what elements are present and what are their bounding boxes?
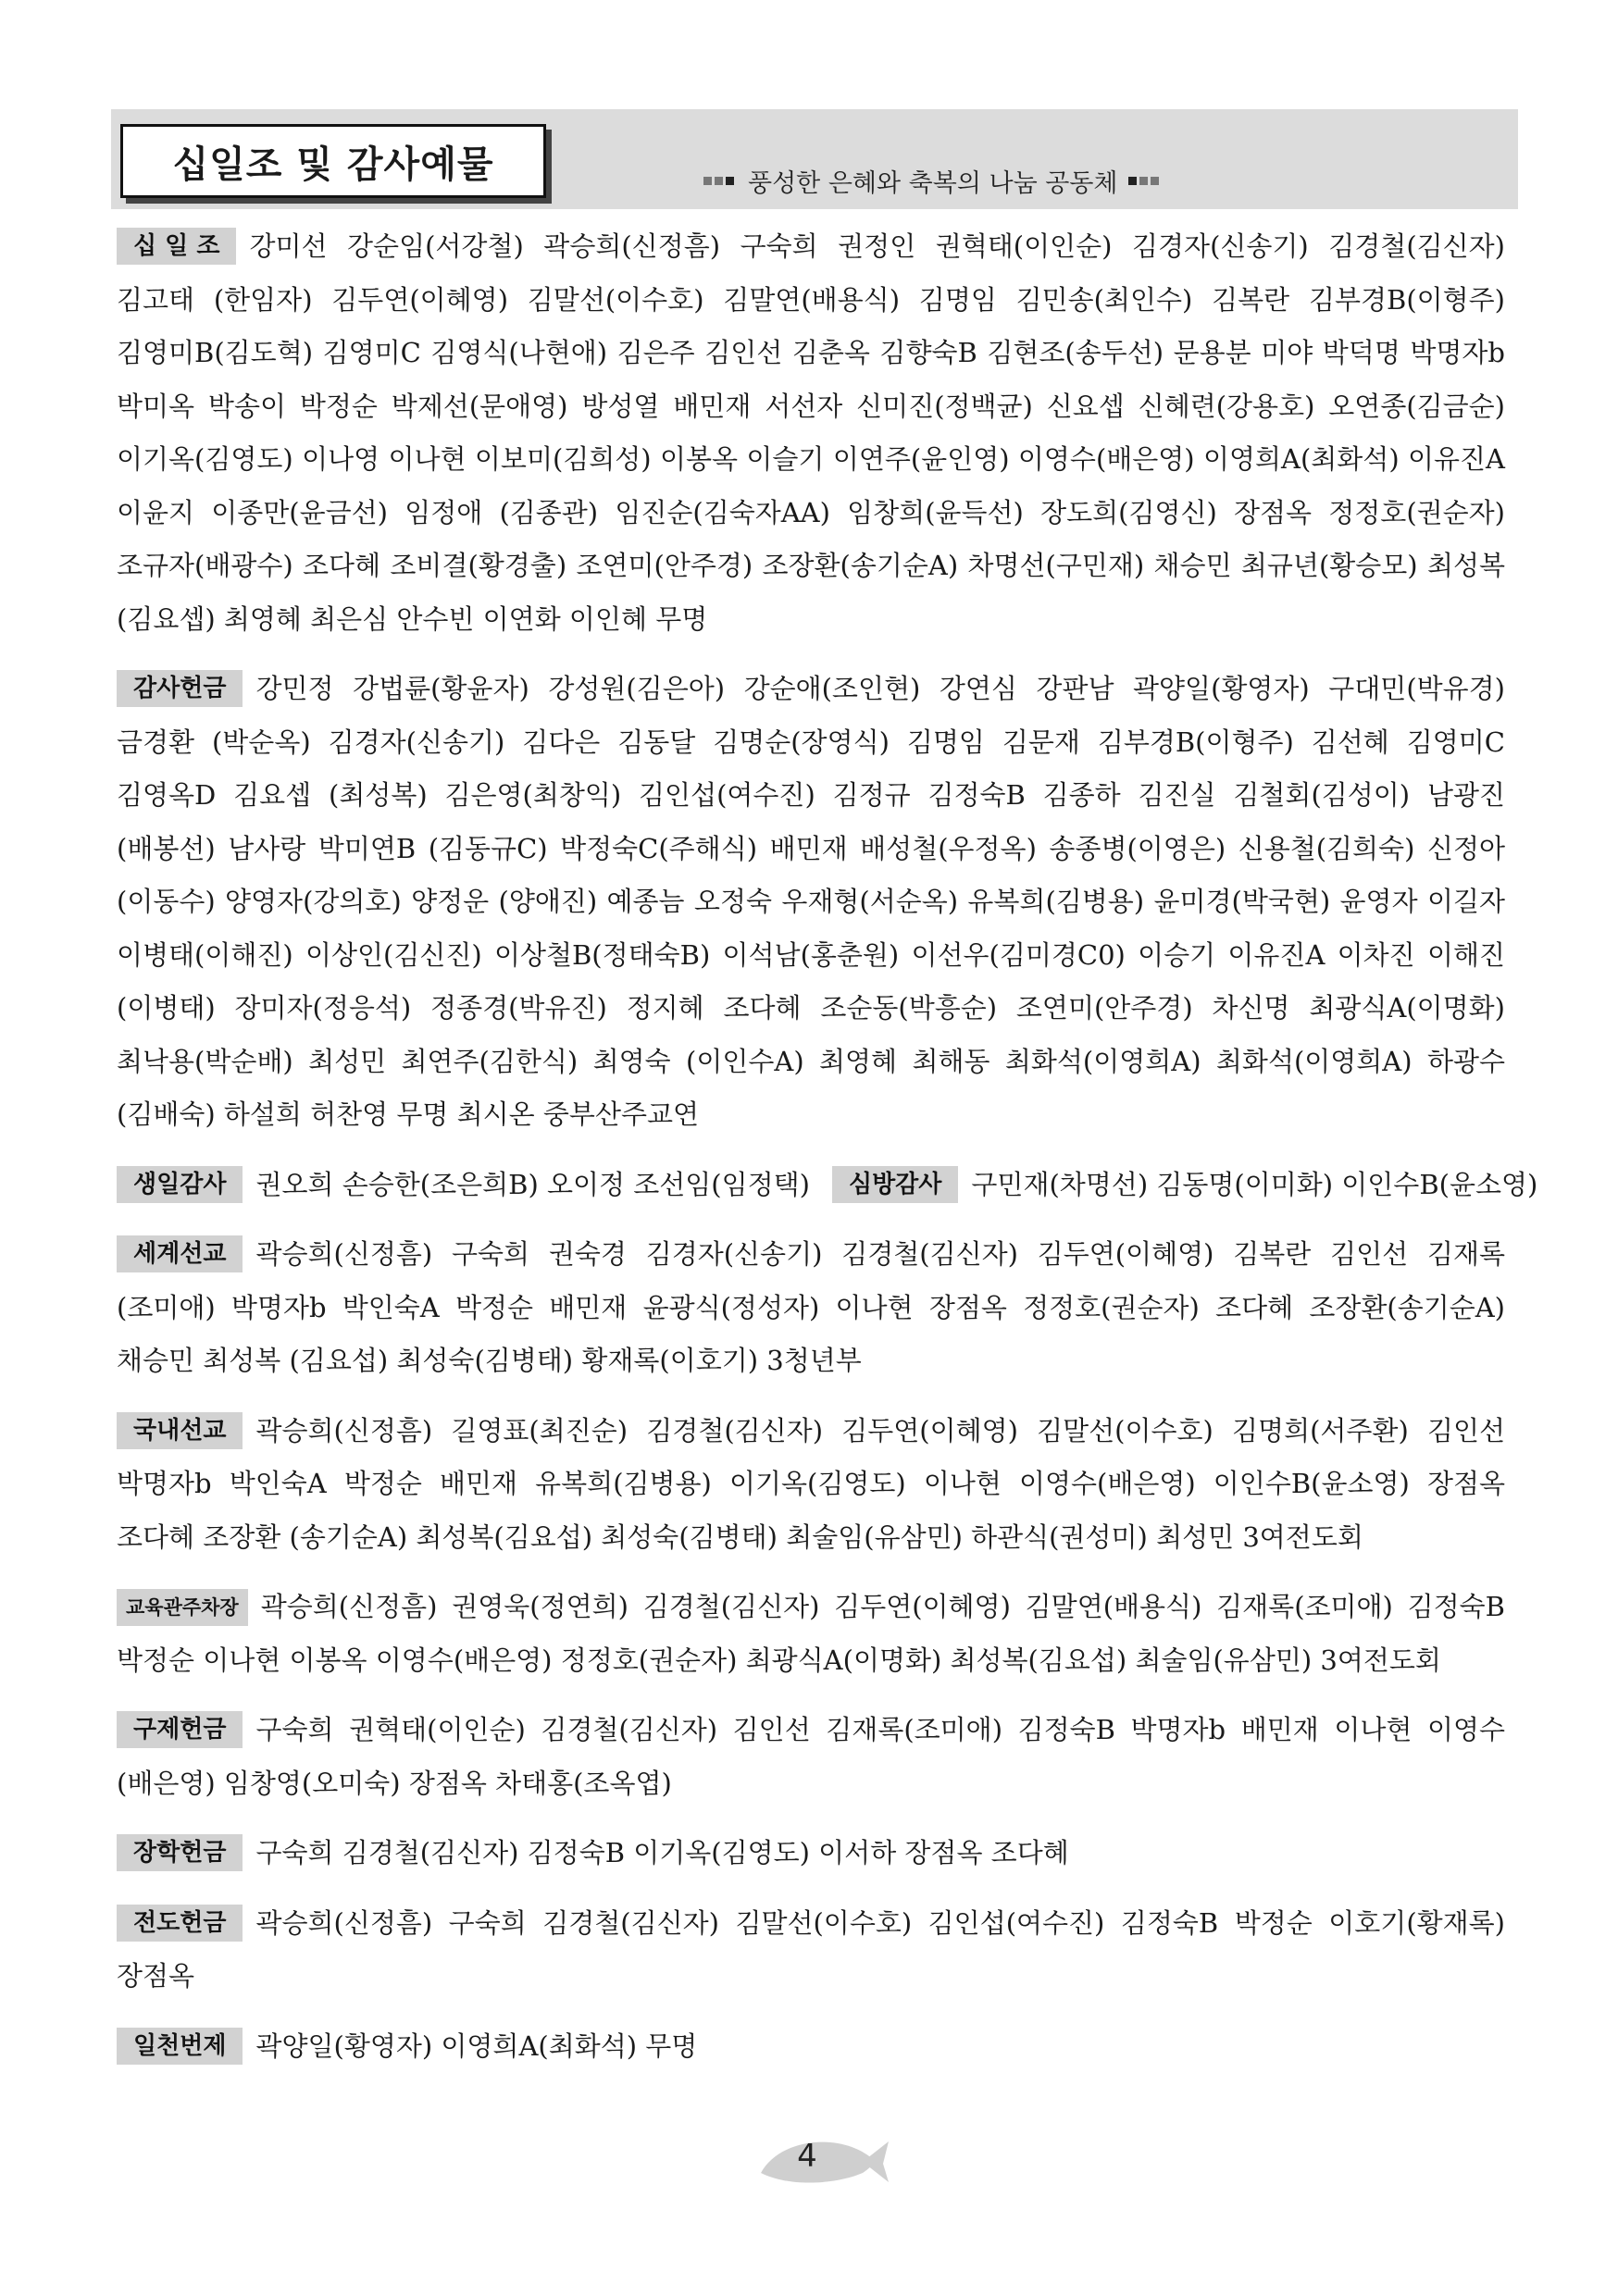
section-label: 구제헌금 [117, 1711, 243, 1748]
section-thanksgiving [117, 663, 1505, 1142]
section-thousand-offering [117, 2020, 1505, 2074]
section-birthday-visit [117, 1159, 1538, 1212]
page-title: 십일조 및 감사예물 [120, 124, 546, 198]
bullet-square [726, 177, 734, 185]
offering-list [117, 220, 1538, 2090]
section-names: 곽승희(신정흠) 길영표(최진순) 김경철(김신자) 김두연(이혜영) 김말선(이수호) 김명희(서주환) 김인선 박명자b 박인숙A 박정순 배민재 유복희(김병용) 이기옥(김영도) 이나현 이영수(배은영) 이인수B(윤소영) 장점옥 조다혜 조장환 (송기순A) 최성복(김요섭) 최성숙(김병태) 최술임(유삼민) 하관식(권성미) 최성민 3여전도회 [117, 1414, 1505, 1553]
bullet-square [1128, 177, 1137, 185]
bullet-square [715, 177, 723, 185]
section-names: 구숙희 권혁태(이인순) 김경철(김신자) 김인선 김재록(조미애) 김정숙B 박명자b 배민재 이나현 이영수(배은영) 임창영(오미숙) 장점옥 차태홍(조옥엽) [117, 1714, 1505, 1799]
section-label: 장학헌금 [117, 1834, 243, 1871]
page-number: 4 [797, 2138, 817, 2175]
section-evangelism [117, 1897, 1505, 2004]
section-label: 전도헌금 [117, 1905, 243, 1942]
section-scholarship [117, 1827, 1505, 1880]
section-names: 곽승희(신정흠) 구숙희 권숙경 김경자(신송기) 김경철(김신자) 김두연(이혜영) 김복란 김인선 김재록(조미애) 박명자b 박인숙A 박정순 배민재 윤광식(정성자) 이나현 장점옥 정정호(권순자) 조다혜 조장환(송기순A) 채승민 최성복 (김요섭) 최성숙(김병태) 황재록(이호기) 3청년부 [117, 1238, 1505, 1376]
section-names: 곽양일(황영자) 이영희A(최화석) 무명 [255, 2029, 698, 2062]
subtitle [703, 157, 1162, 204]
section-names: 곽승희(신정흠) 구숙희 김경철(김신자) 김말선(이수호) 김인섭(여수진) 김정숙B 박정순 이호기(황재록) 장점옥 [117, 1906, 1505, 1992]
section-world-mission [117, 1228, 1505, 1388]
section-label: 감사헌금 [117, 670, 243, 707]
section-education-parking [117, 1581, 1505, 1687]
section-names: 구숙희 김경철(김신자) 김정숙B 이기옥(김영도) 이서하 장점옥 조다혜 [255, 1837, 1069, 1868]
section-domestic-mission [117, 1405, 1505, 1565]
page-footer [753, 2125, 892, 2199]
section-label: 국내선교 [117, 1412, 243, 1449]
section-names: 권오희 손승한(조은희B) 오이정 조선임(임정택) [255, 1168, 810, 1200]
section-label-visit: 심방감사 [832, 1166, 958, 1203]
section-names: 곽승희(신정흠) 권영욱(정연희) 김경철(김신자) 김두연(이혜영) 김말연(배용식) 김재록(조미애) 김정숙B 박정순 이나현 이봉옥 이영수(배은영) 정정호(권순자) 최광식A(이명화) 최성복(김요섭) 최술임(유삼민) 3여전도회 [117, 1591, 1505, 1676]
section-relief [117, 1704, 1505, 1810]
section-label: 십 일 조 [117, 228, 236, 265]
section-label: 일천번제 [117, 2028, 243, 2065]
section-label: 세계선교 [117, 1235, 243, 1272]
section-label: 교육관주차장 [117, 1589, 248, 1626]
section-tithe [117, 220, 1505, 646]
bullet-square [1151, 177, 1159, 185]
section-names-visit: 구민재(차명선) 김동명(이미화) 이인수B(윤소영) [971, 1168, 1538, 1200]
subtitle-text: 풍성한 은혜와 축복의 나눔 공동체 [748, 168, 1118, 198]
section-names: 강민정 강법륜(황윤자) 강성원(김은아) 강순애(조인현) 강연심 강판남 곽양일(황영자) 구대민(박유경) 금경환 (박순옥) 김경자(신송기) 김다은 김동달 김명순(장영식) 김명임 김문재 김부경B(이형주) 김선혜 김영미C 김영옥D 김요셉 (최성복) 김은영(최창익) 김인섭(여수진) 김정규 김정숙B 김종하 김진실 김철회(김성이) 남광진(배봉선) 남사랑 박미연B (김동규C) 박정숙C(주해식) 배민재 배성철(우정옥) 송종병(이영은) 신용철(김희숙) 신정아(이동수) 양영자(강의호) 양정운 (양애진) 예종늠 오정숙 우재형(서순옥) 유복희(김병용) 윤미경(박국현) 윤영자 이길자 이병태(이해진) 이상인(김신진) 이상철B(정태숙B) 이석남(홍춘원) 이선우(김미경C0) 이승기 이유진A 이차진 이해진(이병태) 장미자(정응석) 정종경(박유진) 정지혜 조다혜 조순동(박흥순) 조연미(안주경) 차신명 최광식A(이명화) 최낙용(박순배) 최성민 최연주(김한식) 최영숙 (이인수A) 최영혜 최해동 최화석(이영희A) 최화석(이영희A) 하광수(김배숙) 하설희 허찬영 무명 최시온 중부산주교연 [117, 673, 1505, 1130]
section-names: 강미선 강순임(서강철) 곽승희(신정흠) 구숙희 권정인 권혁태(이인순) 김경자(신송기) 김경철(김신자) 김고태 (한임자) 김두연(이혜영) 김말선(이수호) 김말연(배용식) 김명임 김민송(최인수) 김복란 김부경B(이형주) 김영미B(김도혁) 김영미C 김영식(나현애) 김은주 김인선 김춘옥 김향숙B 김현조(송두선) 문용분 미야 박덕명 박명자b 박미옥 박송이 박정순 박제선(문애영) 방성열 배민재 서선자 신미진(정백균) 신요셉 신혜련(강용호) 오연종(김금순) 이기옥(김영도) 이나영 이나현 이보미(김희성) 이봉옥 이슬기 이연주(윤인영) 이영수(배은영) 이영희A(최화석) 이유진A 이윤지 이종만(윤금선) 임정애 (김종관) 임진순(김숙자AA) 임창희(윤득선) 장도희(김영신) 장점옥 정정호(권순자) 조규자(배광수) 조다혜 조비결(황경출) 조연미(안주경) 조장환(송기순A) 차명선(구민재) 채승민 최규년(황승모) 최성복(김요셉) 최영혜 최은심 안수빈 이연화 이인혜 무명 [117, 230, 1505, 635]
section-label: 생일감사 [117, 1166, 243, 1203]
bullet-square [703, 177, 712, 185]
bullet-square [1139, 177, 1148, 185]
